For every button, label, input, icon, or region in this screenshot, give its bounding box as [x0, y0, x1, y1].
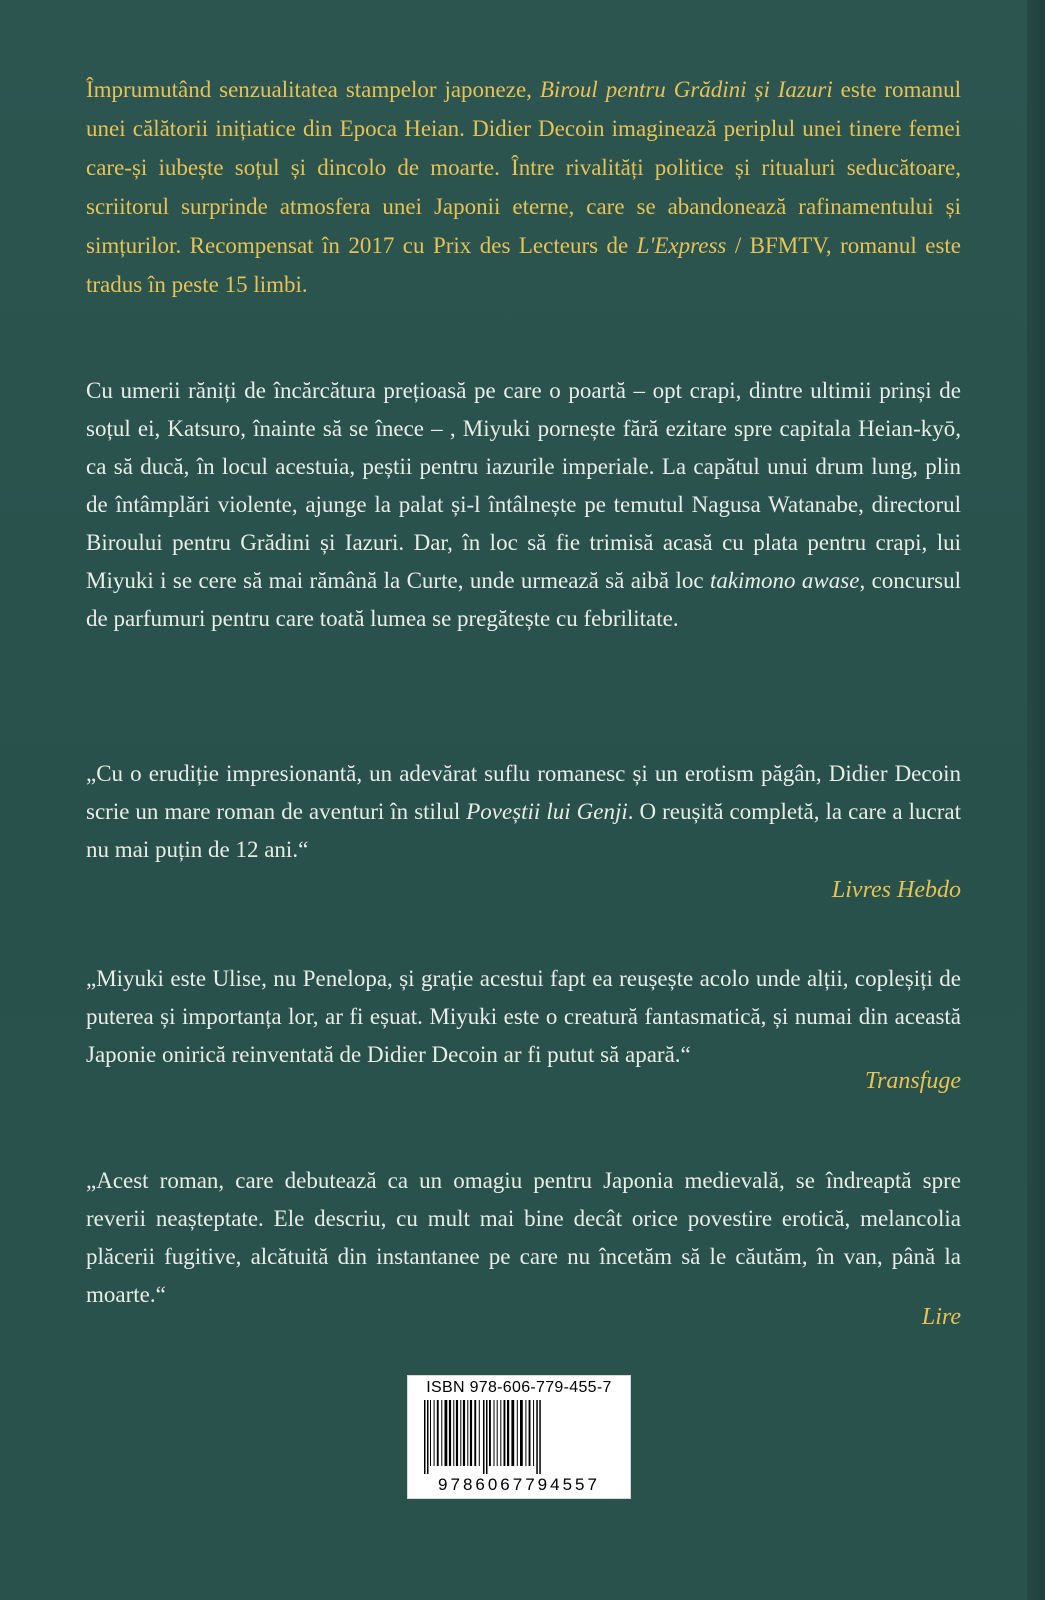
barcode-bar	[437, 1400, 439, 1466]
barcode-digits: 9786067794557	[438, 1475, 600, 1494]
barcode-bars	[422, 1400, 618, 1474]
barcode-bar	[434, 1400, 435, 1466]
barcode-bar	[453, 1400, 454, 1466]
review-text: „Acest roman, care debutează ca un omagiu pentru Japonia medievală, se îndreaptă spre reverii neașteptate. Ele descriu, cu mult mai bine decât orice povestire erotică, melancolia plăcerii fugitive, alcătuită din instantanee pe care nu încetăm să le căutăm, în van, până la moarte.“	[86, 1168, 961, 1307]
barcode-bar	[533, 1400, 534, 1466]
barcode-bar	[489, 1400, 491, 1466]
barcode-bar	[441, 1400, 442, 1466]
barcode-bar	[494, 1400, 495, 1466]
review-source: Livres Hebdo	[831, 877, 961, 903]
book-title: Biroul pentru Grădini și Iazuri	[539, 77, 833, 102]
review-quote	[86, 960, 961, 1098]
barcode-bar	[483, 1400, 485, 1474]
blurb-text: Împrumutând senzualitatea stampelor japoneze,	[86, 77, 540, 102]
barcode-bar	[430, 1400, 431, 1466]
italic-work-title: Poveștii lui Genji	[466, 799, 628, 824]
magazine-name: L'Express	[636, 233, 727, 258]
italic-term: takimono awase	[709, 568, 860, 593]
barcode-bar	[470, 1400, 472, 1466]
barcode-bar	[525, 1400, 526, 1466]
barcode-bar	[474, 1400, 476, 1466]
barcode-bar	[467, 1400, 468, 1466]
publisher-blurb	[86, 70, 961, 304]
barcode-bar	[504, 1400, 506, 1466]
review-text: „Miyuki este Ulise, nu Penelopa, și grație acestui fapt ea reușește acolo unde alții, copleșiți de puterea și importanța lor, ar fi eșuat. Miyuki este o creatură fantasmatică, și numai din această Japonie onirică reinventată de Didier Decoin ar fi putut să apară.“	[86, 966, 961, 1067]
isbn-barcode	[407, 1375, 631, 1499]
barcode-bar	[511, 1400, 514, 1466]
synopsis-text: , concursul de parfumuri pentru care toată lumea se pregătește cu febrilitate.	[86, 568, 961, 631]
review-text: „Cu o erudiție impresionantă, un adevărat suflu romanesc și un erotism păgân, Didier Decoin scrie un mare roman de aventuri în stilul Poveștii lui Genji. O reușită completă, la care a lucrat nu mai puțin de 12 ani.“	[86, 761, 961, 862]
barcode-bar	[479, 1400, 480, 1466]
barcode-bar	[424, 1400, 426, 1474]
synopsis-text: Cu umerii răniți de încărcătura prețioasă pe care o poartă – opt crapi, dintre ultimii prinși de soțul ei, Katsuro, înainte să se înece – , Miyuki pornește fără ezitare spre capitala Heian-kyō, ca să ducă, în locul acestuia, peștii pentru iazurile imperiale. La capătul unui drum lung, plin de întâmplări violente, ajunge la palat și-l întâlnește pe temutul Nagusa Watanabe, directorul Biroului pentru Grădini și Iazuri. Dar, în loc să fie trimisă acasă cu plata pentru crapi, lui Miyuki i se cere să mai rămână la Curte, unde urmează să aibă loc	[86, 378, 961, 593]
review-source: Lire	[921, 1304, 961, 1330]
barcode-bar	[449, 1400, 451, 1466]
blurb-text: este romanul unei călătorii inițiatice din Epoca Heian. Didier Decoin imaginează periplul unei tinere femei care-și iubește soțul și dincolo de moarte. Între rivalități politice și ritualuri seducătoare, scriitorul surprinde atmosfera unei Japonii eterne, care se abandonează rafinamentului și simțurilor. Recompensat în 2017 cu Prix des Lecteurs de	[86, 77, 962, 258]
review-quote	[86, 1162, 961, 1334]
isbn-label: ISBN 978-606-779-455-7	[426, 1379, 612, 1396]
review-quote	[86, 755, 961, 907]
barcode-bar	[456, 1400, 458, 1466]
barcode-bar	[507, 1400, 509, 1466]
blurb-text: / BFMTV, romanul este tradus în peste 15 limbi.	[86, 233, 961, 297]
barcode-bar	[520, 1400, 523, 1466]
barcode-bar	[497, 1400, 498, 1466]
barcode-bar	[539, 1400, 541, 1474]
barcode-bar	[460, 1400, 461, 1466]
barcode-bar	[517, 1400, 518, 1466]
barcode-bar	[536, 1400, 538, 1474]
barcode-bar	[445, 1400, 448, 1466]
review-source: Transfuge	[864, 1068, 961, 1094]
barcode-bar	[529, 1400, 531, 1466]
synopsis	[86, 372, 961, 638]
barcode-bar	[463, 1400, 465, 1466]
barcode-bar	[500, 1400, 501, 1466]
barcode-bar	[427, 1400, 429, 1474]
spine-edge	[1027, 0, 1045, 1600]
barcode-bar	[486, 1400, 488, 1474]
